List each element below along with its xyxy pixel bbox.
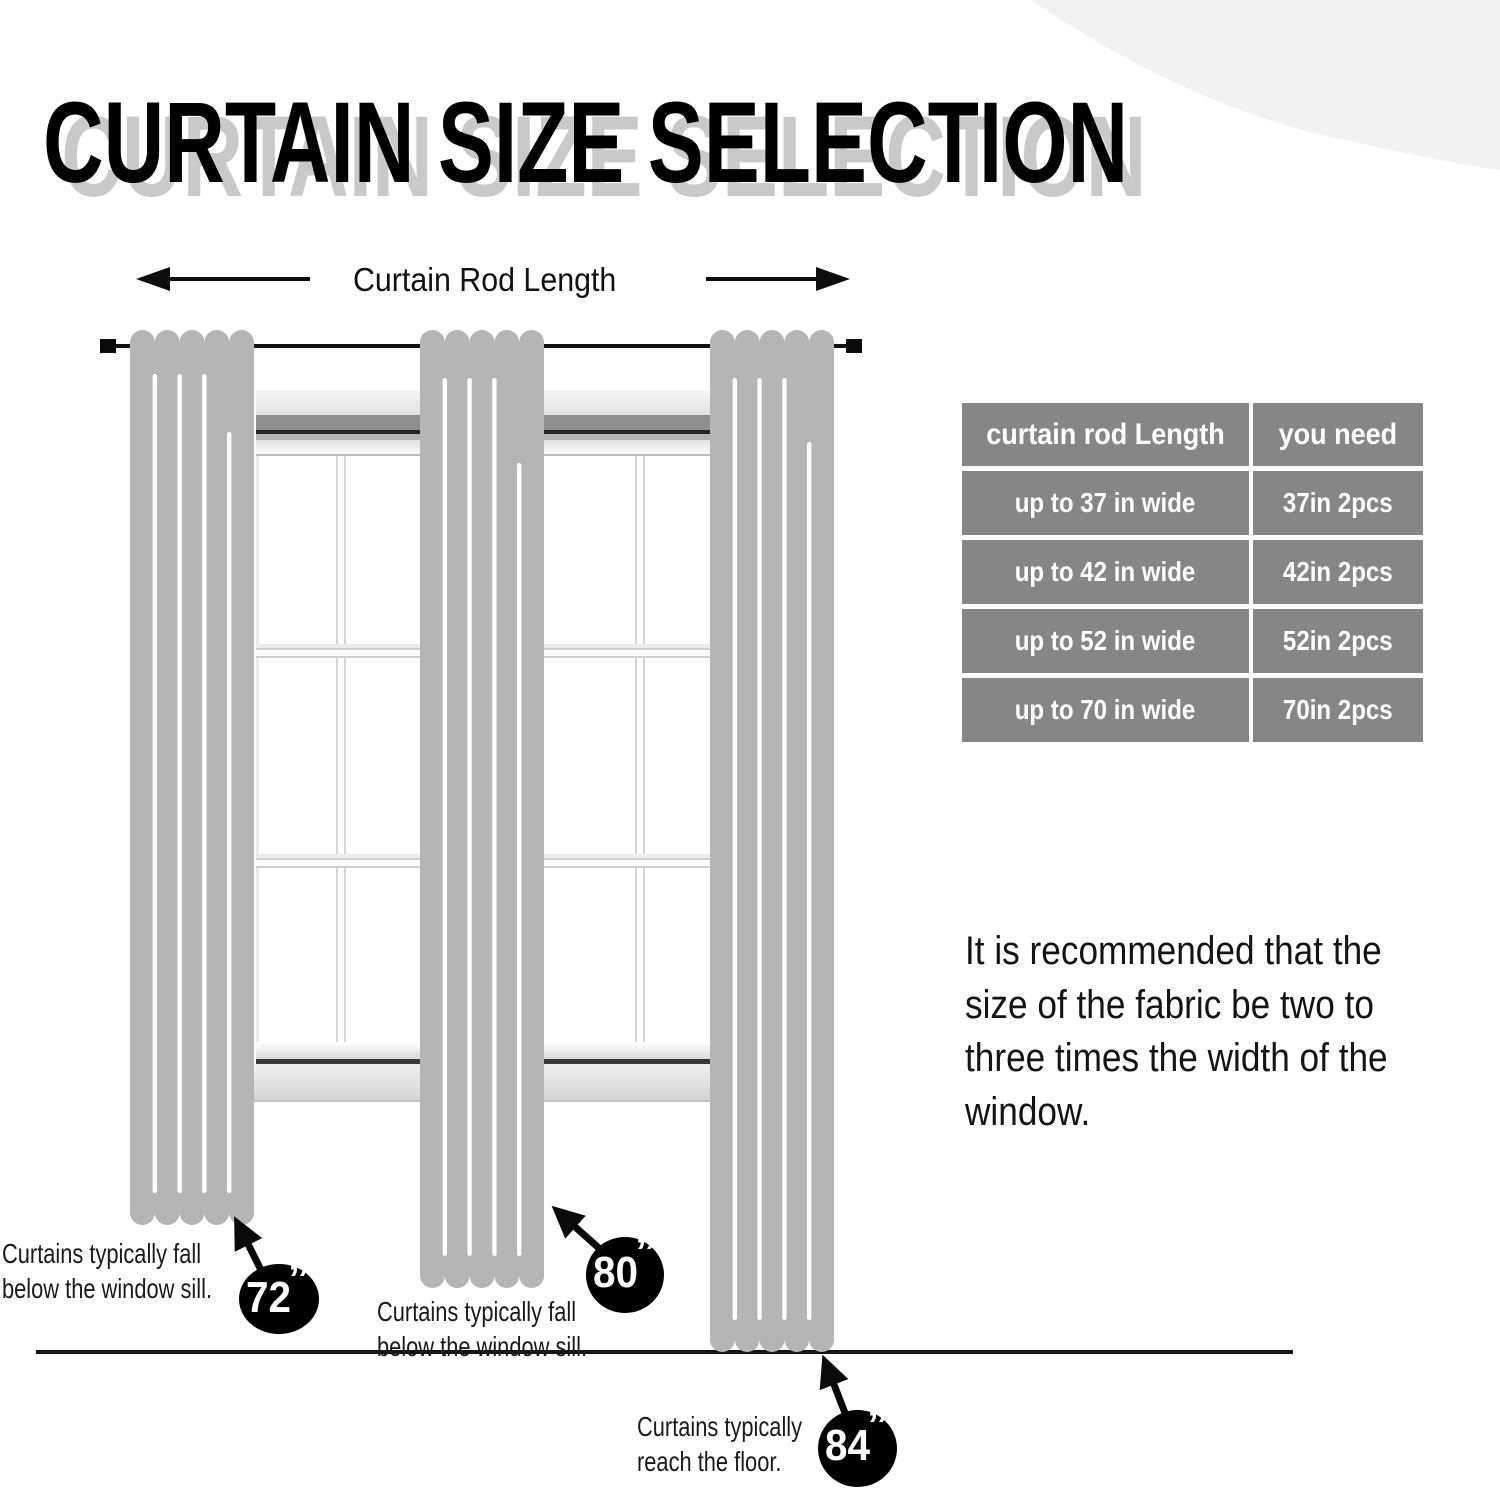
rod-length-arrows: [0, 0, 900, 320]
annotation-line: Curtains typically fall: [2, 1238, 202, 1269]
rod-finial-right: [846, 339, 862, 353]
note-line: It is recommended that the: [965, 929, 1382, 973]
table-cell-you-need: 70in 2pcs: [1253, 678, 1423, 742]
note-line: three times the width of the: [965, 1036, 1388, 1080]
page-title: CURTAIN SIZE SELECTION: [43, 79, 1129, 207]
annotation-line: Curtains typically fall: [377, 1296, 577, 1327]
badge-inch-mark: ”: [288, 1255, 309, 1302]
curtain-panel-80: [420, 330, 544, 1288]
window-mullion-vertical-1: [336, 456, 346, 1042]
badge-inch-mark: ”: [635, 1228, 656, 1275]
table-cell-you-need: 37in 2pcs: [1253, 471, 1423, 535]
badge-inch-mark: ”: [867, 1401, 888, 1448]
window-mullion-vertical-2: [635, 456, 645, 1042]
table-header-you-need: you need: [1253, 403, 1423, 466]
annotation-floor-84: [637, 1409, 802, 1479]
table-row: [962, 471, 1423, 535]
curtain-panel-84: [710, 330, 834, 1352]
rod-finial-left: [100, 339, 116, 353]
annotation-sill-80: [377, 1294, 587, 1364]
table-cell-you-need: 52in 2pcs: [1253, 609, 1423, 673]
table-header-rod-length: curtain rod Length: [962, 403, 1249, 466]
table-row: [962, 540, 1423, 604]
badge-value: 72: [246, 1273, 292, 1322]
badge-value: 84: [825, 1421, 871, 1470]
table-cell-rod-length: up to 70 in wide: [962, 678, 1249, 742]
rod-length-label: Curtain Rod Length: [353, 261, 617, 298]
note-line: size of the fabric be two to: [965, 982, 1374, 1027]
length-badge-80: [586, 1228, 664, 1313]
annotation-line: below the window sill.: [377, 1331, 588, 1362]
table-cell-rod-length: up to 37 in wide: [962, 471, 1249, 535]
recommendation-note: [965, 925, 1388, 1139]
table-row: [962, 678, 1423, 742]
annotation-line: below the window sill.: [2, 1273, 213, 1304]
curtain-panel-72: [130, 330, 254, 1225]
note-line: window.: [965, 1089, 1091, 1134]
annotation-line: Curtains typically: [637, 1411, 803, 1442]
badge-value: 80: [593, 1248, 639, 1297]
table-header-row: [962, 403, 1423, 466]
table-row: [962, 609, 1423, 673]
length-badge-72: [239, 1255, 319, 1334]
floor-line: [36, 1350, 1293, 1354]
annotation-line: reach the floor.: [637, 1446, 782, 1477]
size-table: [962, 403, 1423, 742]
table-cell-rod-length: up to 52 in wide: [962, 609, 1249, 673]
table-cell-rod-length: up to 42 in wide: [962, 540, 1249, 604]
annotation-sill-72: [2, 1236, 212, 1306]
length-badge-84: [818, 1401, 897, 1487]
table-cell-you-need: 42in 2pcs: [1253, 540, 1423, 604]
